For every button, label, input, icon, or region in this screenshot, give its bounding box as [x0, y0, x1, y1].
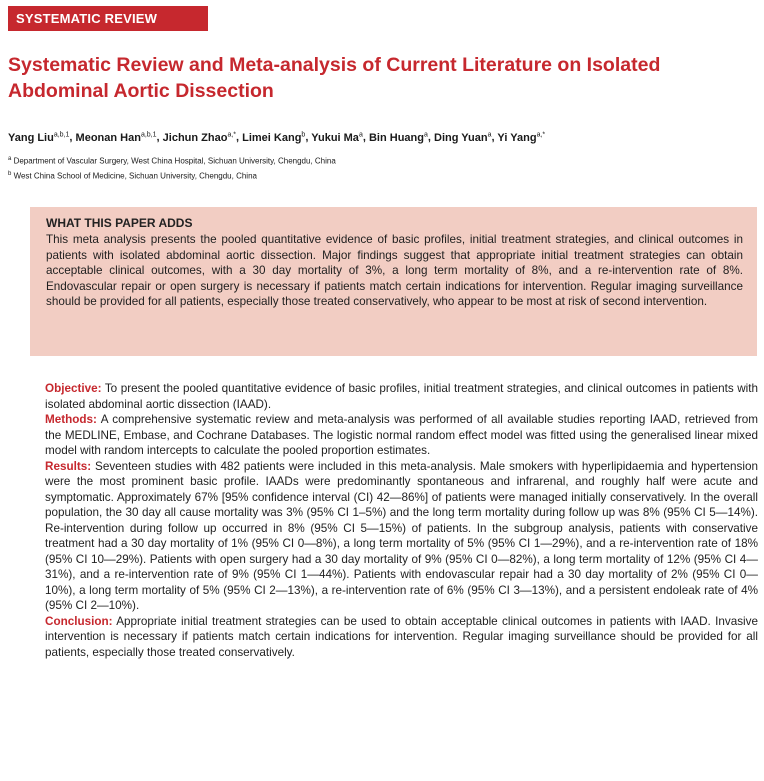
abstract — [45, 381, 758, 660]
author: Meonan Han$^{a,b,1}$ — [75, 131, 157, 144]
article-title: Systematic Review and Meta-analysis of Current Literature on Isolated Abdominal Aortic Dissection — [8, 54, 661, 102]
abstract-results: Results: Seventeen studies with 482 patients were included in this meta-analysis. Male smokers with hyperlipidaemia and hypertension were the most prominent basic profile. IAADs were predominantly spontaneous and infrarenal, and roughly half were acute and symptomatic. Approximately 67% [95% confidence interval (CI) 42—86%] of patients were managed initially conservatively. In the overall population, the 30 day all cause mortality was 3% (95% CI 1–5%) and the long term mortality during follow up was 8% (95% CI 5—14%). Re-intervention during follow up occurred in 8% (95% CI 5—15%) of patients. In the subgroup analysis, patients with conservative treatment had a 30 day mortality of 1% (95% CI 0—8%), a long term mortality of 5% (95% CI 1—29%), and a re-intervention rate of 18% (95% CI 10—29%). Patients with open surgery had a 30 day mortality of 9% (95% CI 0—82%), a long term mortality of 12% (95% CI 4—31%), and a re-intervention rate of 9% (95% CI 1—44%). Patients with endovascular repair had a 30 day mortality of 2% (95% CI 0—10%), a long term mortality of 5% (95% CI 2—13%), a re-intervention rate of 6% (95% CI 3—13%), and a persistent endoleak rate of 4% (95% CI 2—10%). — [45, 459, 758, 612]
adds-heading: WHAT THIS PAPER ADDS — [46, 216, 193, 230]
author: Limei Kang$^b$ — [242, 131, 306, 144]
abstract-conclusion: Conclusion: Appropriate initial treatment strategies can be used to obtain acceptable clinical outcomes in patients with IAAD. Invasive intervention is necessary if patients match certain indications for intervention. Regular imaging surveillance should be provided for all patients, especially those treated conservatively. — [45, 614, 758, 659]
abstract-objective: Objective: To present the pooled quantitative evidence of basic profiles, initial treatment strategies, and clinical outcomes in patients with isolated abdominal aortic dissection (IAAD). — [45, 382, 758, 411]
section-badge: SYSTEMATIC REVIEW — [8, 6, 208, 31]
affiliation: $^a$ Department of Vascular Surgery, West China Hospital, Sichuan University, Chengdu, China — [8, 156, 336, 166]
author: Yukui Ma$^a$ — [311, 131, 363, 144]
affiliation: $^b$ West China School of Medicine, Sichuan University, Chengdu, China — [8, 170, 257, 181]
author: Yang Liu$^{a,b,1}$ — [8, 131, 70, 144]
abstract-methods: Methods: A comprehensive systematic review and meta-analysis was performed of all available studies reporting IAAD, retrieved from the MEDLINE, Embase, and Cochrane Databases. The logistic normal random effect model was fitted using the generalised linear mixed model with random intercepts to calculate the pooled proportion estimates. — [45, 413, 758, 457]
what-this-paper-adds-box — [30, 207, 757, 356]
author: Jichun Zhao$^{a,*}$ — [162, 131, 236, 144]
author: Bin Huang$^a$ — [368, 131, 428, 144]
affiliations — [8, 153, 758, 182]
adds-text: This meta analysis presents the pooled quantitative evidence of basic profiles, initial treatment strategies, and clinical outcomes in patients with isolated abdominal aortic dissection. Major findings suggest that appropriate initial treatment strategies can obtain acceptable clinical outcomes, with a 30 day mortality of 3%, a long term mortality of 8%, and a re-intervention rate of 8%. Endovascular repair or open surgery is necessary if patients match certain indications for intervention. Regular imaging surveillance should be provided for all patients, especially those treated conservatively, who appear to be most at risk of second intervention. — [46, 233, 743, 309]
author-list: Yang Liu$^{a,b,1}$, Meonan Han$^{a,b,1}$, Jichun Zhao$^{a,*}$, Limei Kang$^b$, Yukui Ma$^a$, Bin Huang$^a$, Ding Yuan$^a$, Yi Yang$^{a,*}$ — [8, 131, 546, 144]
author: Ding Yuan$^a$ — [434, 131, 492, 144]
author: Yi Yang$^{a,*}$ — [497, 131, 546, 144]
